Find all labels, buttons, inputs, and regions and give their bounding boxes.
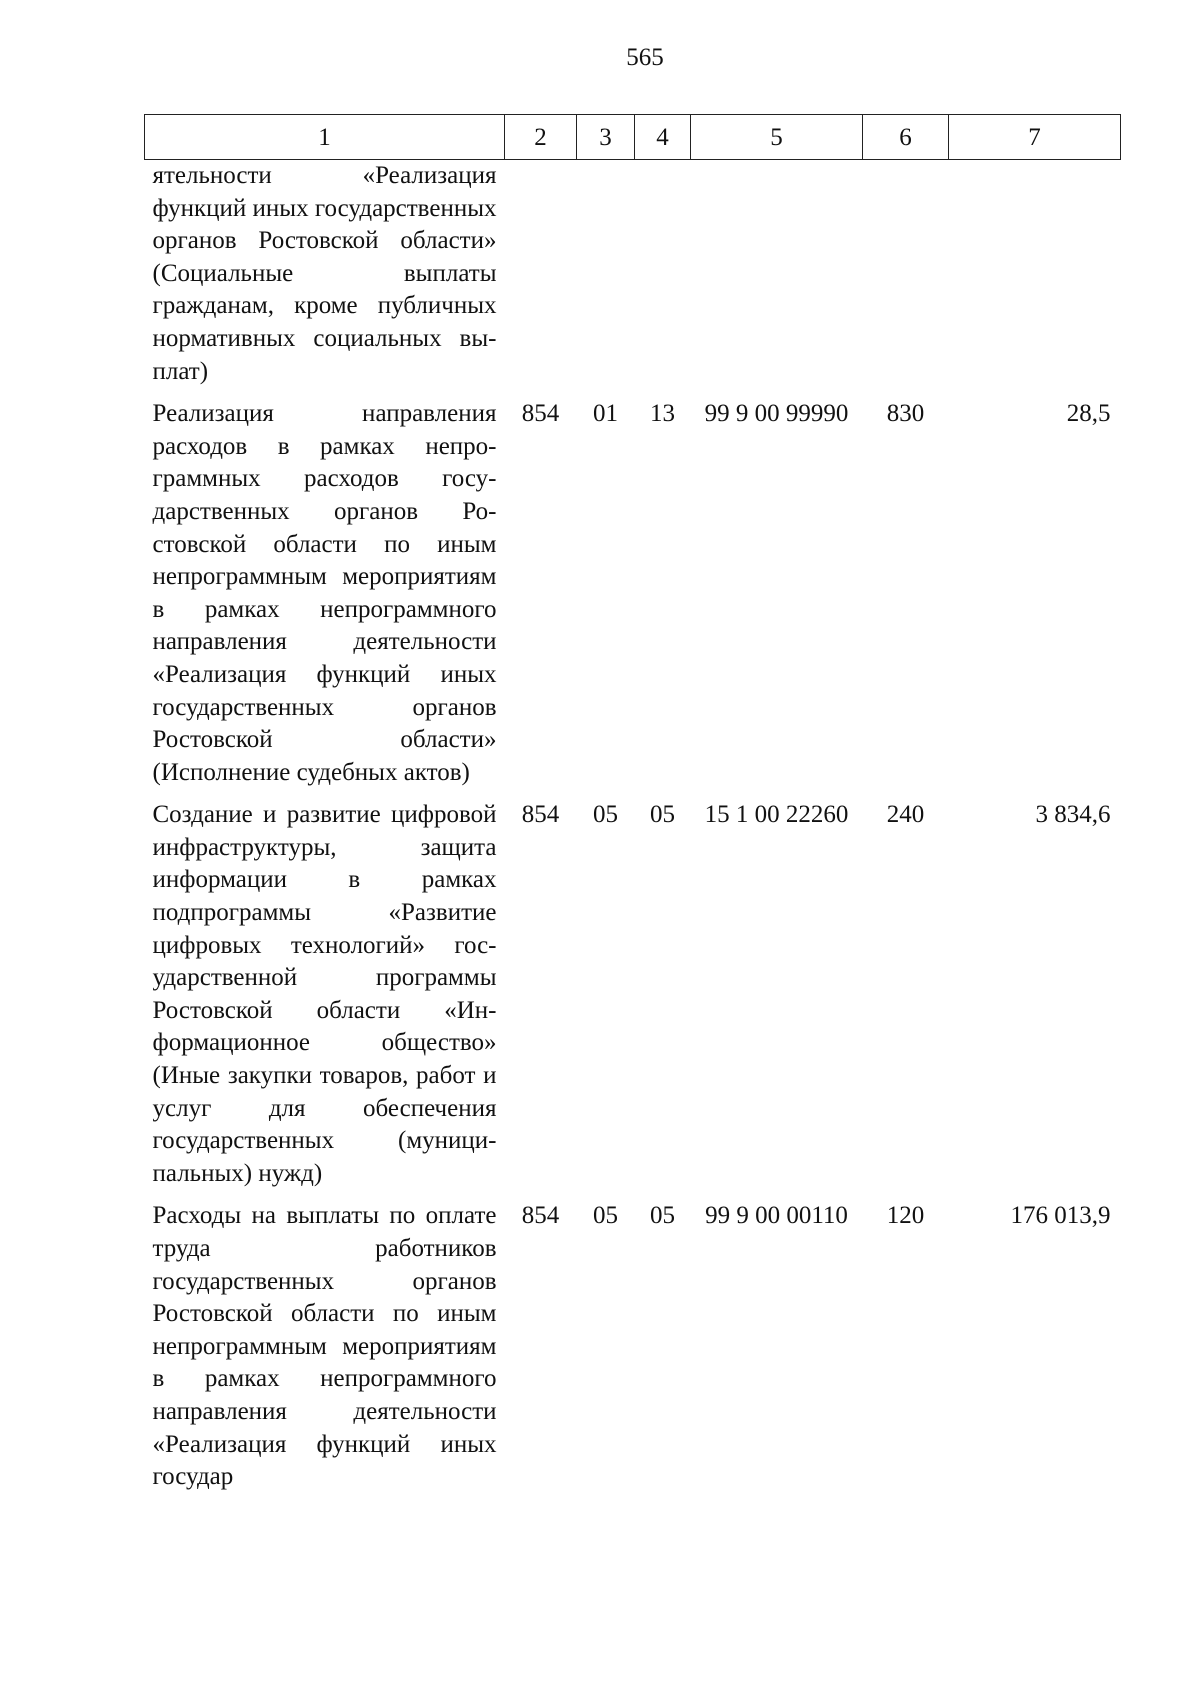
row-col-7: 3 834,6 [1035,801,1111,829]
row-col-7 [949,160,1121,399]
row-description: Реализация направления расходов в рамках непрограммных расходов государственных органов Ростовской области по иным непрограммным мероприятиям в рамках непрограммного направления деятельности «Реализация функций иных государственных органов Ростовской области» (Исполнение судебных актов) [152,400,497,786]
row-col-4: 05 [650,1202,675,1230]
row-col-2: 854 [521,400,560,428]
row-col-6 [863,160,949,399]
row-col-3 [577,160,635,399]
row-col-3: 05 [593,1202,618,1230]
table-row [145,799,1121,1200]
header-cell-1: 1 [145,115,505,160]
row-col-3: 05 [593,801,618,829]
row-col-4: 13 [650,400,675,428]
row-col-2: 854 [521,801,560,829]
row-col-5: 99 9 00 00110 [705,1202,848,1230]
row-col-5: 99 9 00 99990 [704,400,849,428]
row-col-4 [635,160,691,399]
header-row [145,115,1121,160]
row-col-6: 120 [886,1202,925,1230]
row-col-6: 240 [886,801,925,829]
header-cell-4: 4 [635,115,691,160]
table-row [145,398,1121,799]
row-col-2: 854 [521,1202,560,1230]
header-cell-5: 5 [691,115,863,160]
row-col-5: 15 1 00 22260 [704,801,849,829]
row-col-7: 28,5 [1066,400,1111,428]
row-col-3: 01 [593,400,618,428]
header-cell-7: 7 [949,115,1121,160]
row-col-6: 830 [886,400,925,428]
header-cell-2: 2 [505,115,577,160]
budget-table [144,114,1121,1504]
row-col-7: 176 013,9 [1010,1202,1111,1230]
header-cell-3: 3 [577,115,635,160]
row-description: Создание и развитие цифровой инфраструктуры, защита информации в рамках подпрограммы «Развитие цифровых технологий» государственной программы Ростовской области «Информационное общество» (Иные закупки товаров, работ и услуг для обеспечения государственных (муниципальных) нужд) [152,801,497,1187]
header-cell-6: 6 [863,115,949,160]
row-col-4: 05 [650,801,675,829]
page-number: 565 [626,44,664,71]
table-row [145,1200,1121,1503]
row-col-2 [505,160,577,399]
row-description: Расходы на выплаты по оплате труда работников государственных органов Ростовской области по иным непрограммным мероприятиям в рамках непрограммного направления деятельности «Реализация функций иных государ [152,1202,497,1491]
table-row [145,160,1121,399]
row-col-5 [691,160,863,399]
row-description: ятельности «Реализация функций иных государственных органов Ростовской области» (Социальные выплаты гражданам, кроме публичных нормативных социальных выплат) [152,162,497,385]
